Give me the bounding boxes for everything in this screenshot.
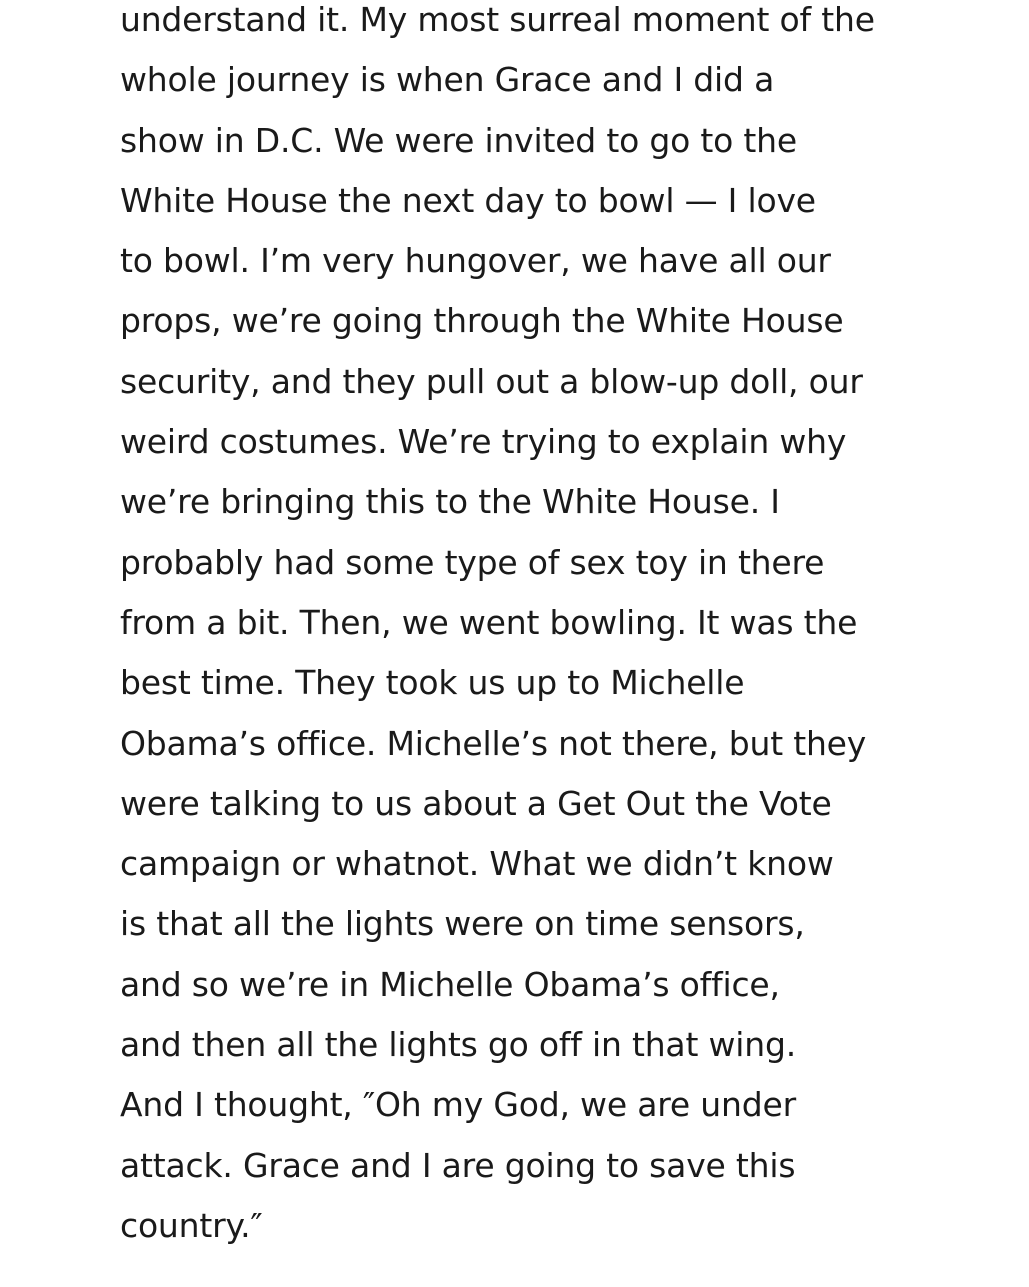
article-line: props, we’re going through the White House (120, 301, 844, 341)
article-line: White House the next day to bowl — I love (120, 180, 816, 220)
article-line: country.″ (120, 1205, 263, 1245)
article-line: is that all the lights were on time sensors, (120, 904, 805, 944)
article-line: and so we’re in Michelle Obama’s office, (120, 964, 780, 1004)
article-line: campaign or whatnot. What we didn’t know (120, 844, 834, 884)
article-line: show in D.C. We were invited to go to the (120, 120, 797, 160)
article-line: weird costumes. We’re trying to explain why (120, 422, 847, 462)
article-line: And I thought, ″Oh my God, we are under (120, 1085, 796, 1125)
article-line: we’re bringing this to the White House. I (120, 482, 780, 522)
article-line: from a bit. Then, we went bowling. It was the (120, 602, 858, 642)
article-line: attack. Grace and I are going to save this (120, 1145, 796, 1185)
article-line: whole journey is when Grace and I did a (120, 60, 775, 100)
article-line: understand it. My most surreal moment of the (120, 0, 875, 39)
article-line: best time. They took us up to Michelle (120, 663, 745, 703)
article-line: security, and they pull out a blow-up doll, our (120, 361, 863, 401)
article-line: and then all the lights go off in that wing. (120, 1025, 796, 1065)
article-line: probably had some type of sex toy in there (120, 542, 825, 582)
article-line: were talking to us about a Get Out the Vote (120, 783, 832, 823)
article-body (120, 0, 950, 1256)
article-line: Obama’s office. Michelle’s not there, but they (120, 723, 867, 763)
article-line: to bowl. I’m very hungover, we have all our (120, 241, 831, 281)
